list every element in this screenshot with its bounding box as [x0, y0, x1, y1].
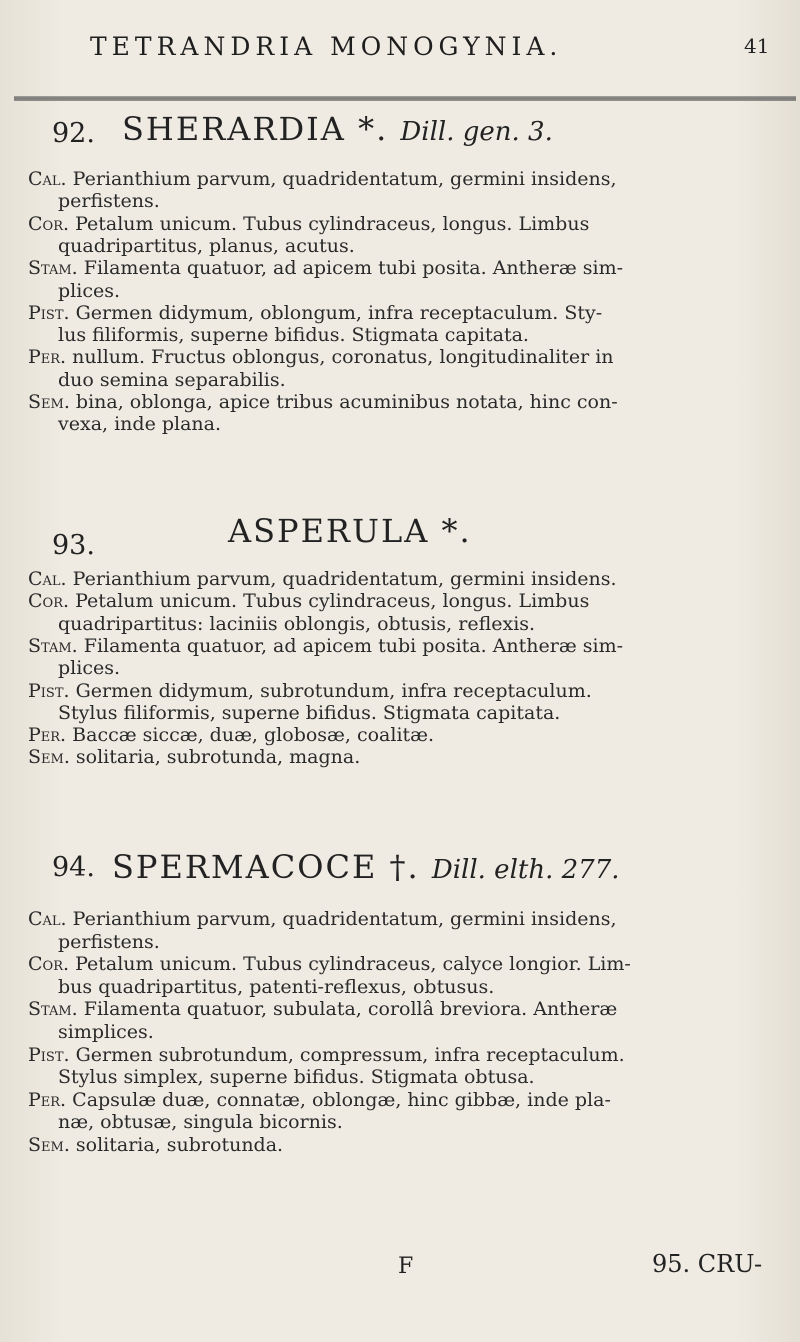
part-abbreviation: Per. — [28, 346, 73, 369]
line-text: lus filiformis, superne bifidus. Stigmata capitata. — [58, 324, 529, 347]
line-text: vexa, inde plana. — [58, 413, 222, 436]
line-text: bus quadripartitus, patenti-reflexus, obtusus. — [58, 975, 495, 998]
part-abbreviation: Sem. — [28, 746, 76, 769]
part-abbreviation: Cal. — [28, 568, 73, 590]
part-abbreviation: Cor. — [28, 212, 76, 235]
part-abbreviation: Pist. — [28, 1043, 76, 1066]
line-text: Germen subrotundum, compressum, infra receptaculum. — [75, 1043, 625, 1066]
description-line — [28, 168, 617, 190]
description-line — [28, 302, 602, 324]
part-abbreviation: Pist. — [28, 301, 76, 324]
line-text: Petalum unicum. Tubus cylindraceus, longus. Limbus — [75, 212, 590, 235]
part-abbreviation: Stam. — [28, 998, 84, 1021]
line-text: Germen didymum, oblongum, infra receptaculum. Sty- — [75, 301, 603, 324]
description-line — [28, 213, 589, 235]
genus-title — [122, 110, 553, 148]
description-line — [58, 613, 535, 635]
description-line — [58, 1021, 154, 1043]
line-text: Stylus simplex, superne bifidus. Stigmata obtusa. — [58, 1066, 535, 1089]
part-abbreviation: Stam. — [28, 257, 84, 280]
part-abbreviation: Stam. — [28, 634, 84, 657]
line-text: Petalum unicum. Tubus cylindraceus, calyce longior. Lim- — [75, 953, 631, 976]
description-line — [28, 635, 623, 657]
description-line — [28, 1089, 611, 1111]
genus-title — [112, 848, 620, 886]
description-line — [28, 346, 614, 368]
line-text: Perianthium parvum, quadridentatum, germini insidens. — [72, 568, 617, 590]
description-line — [58, 190, 160, 212]
description-line — [58, 1111, 343, 1133]
description-line — [58, 369, 286, 391]
line-text: simplices. — [58, 1021, 154, 1043]
line-text: perfistens. — [58, 930, 160, 953]
line-text: Stylus filiformis, superne bifidus. Stigmata capitata. — [58, 701, 561, 724]
section-number: 93. — [52, 530, 95, 561]
description-line — [58, 235, 355, 257]
genus-title — [228, 512, 472, 550]
genus-name: SHERARDIA *. — [122, 110, 401, 148]
description-line — [28, 590, 589, 612]
description-line — [28, 1044, 625, 1066]
description-line — [58, 931, 160, 953]
description-line — [28, 1134, 283, 1156]
line-text: Baccæ siccæ, duæ, globosæ, coalitæ. — [72, 724, 435, 747]
description-line — [58, 280, 120, 302]
description-line — [58, 702, 560, 724]
description-line — [28, 908, 617, 930]
part-abbreviation: Sem. — [28, 1134, 76, 1156]
description-line — [58, 324, 529, 346]
line-text: solitaria, subrotunda. — [75, 1134, 284, 1156]
line-text: nullum. Fructus oblongus, coronatus, longitudinaliter in — [72, 346, 614, 369]
genus-name: ASPERULA *. — [228, 512, 472, 550]
description-line — [28, 746, 360, 768]
header-rule — [14, 96, 796, 101]
catchword: 95. CRU- — [652, 1250, 763, 1278]
description-line — [28, 998, 617, 1020]
description-line — [28, 680, 592, 702]
description-line — [58, 657, 120, 679]
description-line — [28, 391, 618, 413]
line-text: plices. — [58, 279, 120, 302]
description-line — [28, 724, 434, 746]
line-text: Capsulæ duæ, connatæ, oblongæ, hinc gibbæ, inde pla- — [72, 1088, 611, 1111]
genus-reference: Dill. gen. 3. — [400, 117, 553, 147]
line-text: perfistens. — [58, 190, 160, 213]
part-abbreviation: Per. — [28, 1088, 73, 1111]
line-text: bina, oblonga, apice tribus acuminibus notata, hinc con- — [75, 391, 618, 413]
header-title: TETRANDRIA MONOGYNIA. — [90, 32, 563, 61]
line-text: Perianthium parvum, quadridentatum, germini insidens, — [72, 908, 617, 930]
page-number: 41 — [744, 34, 770, 58]
running-header — [0, 32, 800, 72]
line-text: Filamenta quatuor, ad apicem tubi posita. Antheræ sim- — [83, 257, 624, 280]
genus-reference: Dill. elth. 277. — [431, 855, 620, 885]
description-line — [58, 413, 221, 435]
description-line — [28, 257, 623, 279]
line-text: Petalum unicum. Tubus cylindraceus, longus. Limbus — [75, 590, 590, 613]
section-number: 92. — [52, 118, 95, 149]
line-text: quadripartitus, planus, acutus. — [58, 234, 355, 257]
line-text: Filamenta quatuor, ad apicem tubi posita. Antheræ sim- — [83, 634, 624, 657]
line-text: Germen didymum, subrotundum, infra receptaculum. — [75, 679, 592, 702]
line-text: Perianthium parvum, quadridentatum, germini insidens, — [72, 168, 617, 190]
part-abbreviation: Sem. — [28, 391, 76, 413]
genus-name: SPERMACOCE †. — [112, 848, 432, 886]
line-text: Filamenta quatuor, subulata, corollâ breviora. Antheræ — [83, 998, 618, 1021]
section-number: 94. — [52, 852, 95, 883]
line-text: solitaria, subrotunda, magna. — [75, 746, 361, 769]
part-abbreviation: Per. — [28, 724, 73, 747]
description-line — [58, 1066, 535, 1088]
part-abbreviation: Cal. — [28, 168, 73, 190]
description-line — [28, 953, 631, 975]
line-text: quadripartitus: laciniis oblongis, obtusis, reflexis. — [58, 612, 536, 635]
signature-mark: F — [398, 1254, 414, 1279]
description-line — [28, 568, 617, 590]
part-abbreviation: Pist. — [28, 679, 76, 702]
part-abbreviation: Cor. — [28, 590, 76, 613]
line-text: plices. — [58, 657, 120, 680]
line-text: næ, obtusæ, singula bicornis. — [58, 1111, 343, 1134]
part-abbreviation: Cor. — [28, 953, 76, 976]
description-line — [58, 976, 494, 998]
line-text: duo semina separabilis. — [58, 368, 286, 391]
part-abbreviation: Cal. — [28, 908, 73, 930]
